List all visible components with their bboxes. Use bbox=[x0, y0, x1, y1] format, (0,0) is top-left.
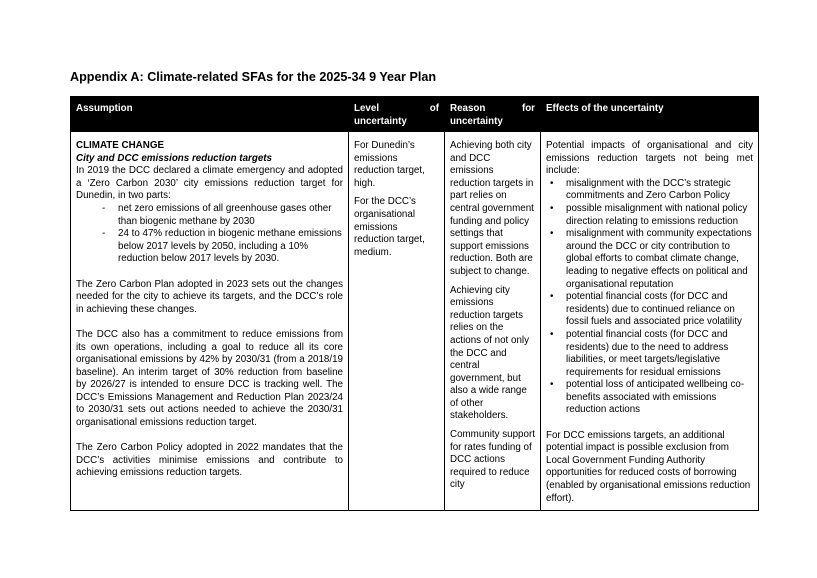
assumption-heading: CLIMATE CHANGE bbox=[76, 140, 164, 151]
target-item: - 24 to 47% reduction in biogenic methane emissions below 2017 levels by 2050, including a 10% reduction below 2017 levels by 2030. bbox=[102, 228, 343, 266]
reason-paragraph-3: Community support for rates funding of DCC actions required to reduce city bbox=[450, 429, 535, 491]
effects-item: • misalignment with the DCC’s strategic commitments and Zero Carbon Policy bbox=[550, 178, 753, 203]
effects-cell bbox=[541, 132, 759, 511]
header-level bbox=[349, 97, 445, 132]
reason-paragraph-2: Achieving city emissions reduction targets relies on the actions of not only the DCC and central government, but also a wide range of other stakeholders. bbox=[450, 284, 529, 422]
header-effects: Effects of the uncertainty bbox=[541, 97, 759, 132]
level-paragraph-2: For the DCC’s organisational emissions reduction target, medium. bbox=[354, 196, 425, 258]
assumption-paragraph-1: In 2019 the DCC declared a climate emergency and adopted a ‘Zero Carbon 2030’ city emissions reduction target for Dunedin, in two parts: bbox=[76, 165, 343, 202]
target-item: - net zero emissions of all greenhouse gases other than biogenic methane by 2030 bbox=[102, 203, 343, 228]
effects-item: • possible misalignment with national policy direction relating to emissions reduction bbox=[550, 203, 753, 228]
effects-item: • potential loss of anticipated wellbeing co-benefits associated with emissions reduction actions bbox=[550, 379, 753, 417]
header-reason bbox=[445, 97, 541, 132]
table-row bbox=[71, 132, 759, 511]
reason-cell bbox=[445, 132, 541, 511]
level-cell bbox=[349, 132, 445, 511]
header-level-uncertainty: uncertainty bbox=[354, 115, 407, 127]
assumption-subheading: City and DCC emissions reduction targets bbox=[76, 152, 272, 164]
header-reason-word: Reason bbox=[450, 103, 486, 114]
level-paragraph-1: For Dunedin’s emissions reduction target, high. bbox=[354, 140, 425, 189]
assumption-paragraph-4: The Zero Carbon Policy adopted in 2022 mandates that the DCC’s activities minimise emissions and contribute to achieving emissions reduction targets. bbox=[76, 442, 343, 479]
effects-item: • misalignment with community expectations around the DCC or city contribution to global efforts to combat climate change, leading to negative effects on political and organisational reputation bbox=[550, 228, 753, 291]
effects-item: • potential financial costs (for DCC and residents) due to continued reliance on fossil fuels and associated price volatility bbox=[550, 291, 753, 329]
effects-paragraph-2: For DCC emissions targets, an additional potential impact is possible exclusion from Local Government Funding Authority opportunities for reduced costs of borrowing (enabled by organisational emissions reduction effort). bbox=[546, 429, 751, 504]
effects-intro: Potential impacts of organisational and city emissions reduction targets not being met include: bbox=[546, 140, 753, 177]
effects-item: • potential financial costs (for DCC and residents) due to the need to address liabilities, or meet targets/legislative requirements for residual emissions bbox=[550, 329, 753, 379]
header-level-of: of bbox=[429, 103, 439, 114]
effects-list bbox=[546, 178, 753, 417]
header-reason-uncertainty: uncertainty bbox=[450, 115, 503, 127]
header-assumption: Assumption bbox=[71, 97, 349, 132]
header-level-word: Level bbox=[354, 103, 380, 114]
assumption-paragraph-3: The DCC also has a commitment to reduce emissions from its own operations, including a goal to reduce all its core organisational emissions by 42% by 2030/31 (from a 2018/19 baseline). An interim target of 30% reduction from baseline by 2026/27 is intended to ensure DCC is tracking well. The DCC’s Emissions Management and Reduction Plan 2023/24 to 2030/31 sets out actions needed to achieve the 2030/31 organisational emissions reduction target. bbox=[76, 328, 343, 429]
header-reason-for: for bbox=[521, 103, 535, 114]
page-title: Appendix A: Climate-related SFAs for the 2025-34 9 Year Plan bbox=[70, 70, 437, 84]
target-list bbox=[76, 203, 343, 266]
sfa-table bbox=[70, 96, 759, 511]
reason-paragraph-1: Achieving both city and DCC emissions reduction targets in part relies on central government funding and policy settings that support emissions reduction. Both are subject to change. bbox=[450, 140, 534, 277]
assumption-paragraph-2: The Zero Carbon Plan adopted in 2023 sets out the changes needed for the city to achieve its targets, and the DCC’s role in achieving these changes. bbox=[76, 278, 343, 315]
table-header-row bbox=[71, 97, 759, 132]
assumption-cell bbox=[71, 132, 349, 511]
